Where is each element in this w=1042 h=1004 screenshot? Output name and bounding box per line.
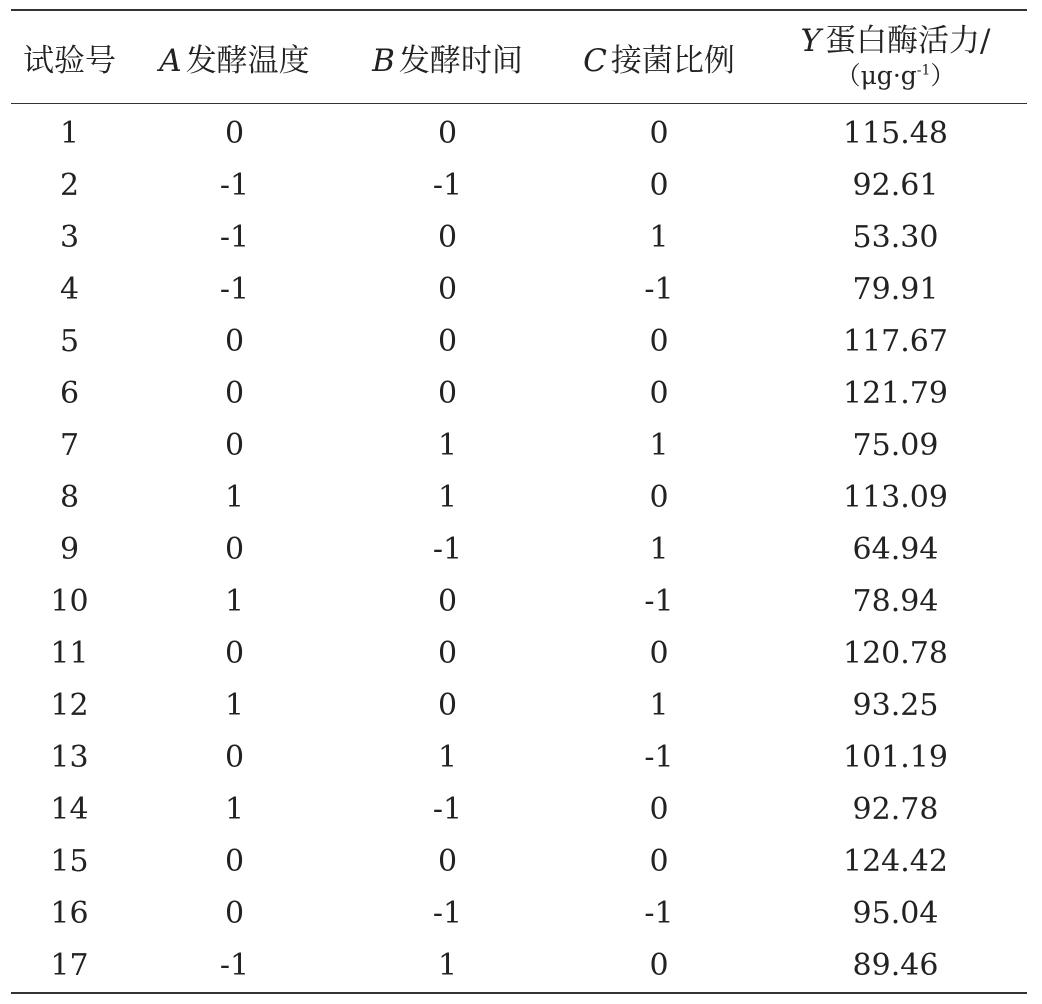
header-factor-a-label: 发酵温度 [185, 42, 310, 79]
table-row [11, 836, 1027, 888]
cell-factor-b: 0 [437, 844, 458, 879]
header-factor-c-label: 接菌比例 [610, 42, 735, 79]
cell-factor-b: 0 [437, 584, 458, 619]
cell-factor-c: 1 [649, 220, 669, 255]
cell-factor-b: -1 [432, 792, 463, 827]
unit-suffix: ） [930, 61, 956, 90]
cell-factor-c: -1 [644, 584, 674, 619]
header-factor-c-var: C [583, 42, 607, 79]
table-row [11, 732, 1027, 784]
cell-trial-number: 8 [59, 480, 80, 515]
cell-factor-c: 1 [649, 428, 669, 463]
cell-protease-activity: 92.78 [852, 792, 939, 827]
table-row [11, 576, 1027, 628]
cell-trial-number: 6 [59, 376, 80, 411]
cell-factor-c: 0 [649, 168, 669, 203]
table-row [11, 888, 1027, 940]
header-factor-b-label: 发酵时间 [398, 42, 523, 79]
unit-superscript: -1 [916, 62, 931, 79]
header-response-y-line [764, 23, 1027, 59]
cell-trial-number: 4 [59, 272, 80, 307]
cell-factor-c: -1 [644, 272, 674, 307]
cell-factor-c: 0 [649, 324, 669, 359]
cell-factor-b: 1 [437, 740, 458, 775]
cell-trial-number: 17 [50, 948, 89, 983]
cell-factor-a: 0 [224, 896, 245, 931]
table-row [11, 160, 1027, 212]
cell-trial-number: 9 [59, 532, 80, 567]
unit-prefix: （μg·g [835, 61, 917, 90]
header-response-y-label: 蛋白酶活力/ [825, 23, 991, 59]
cell-factor-b: 0 [437, 272, 458, 307]
header-factor-b-var: B [372, 42, 395, 79]
cell-factor-a: 1 [224, 688, 245, 723]
cell-trial-number: 3 [59, 220, 80, 255]
header-response-y-var: Y [800, 23, 821, 59]
cell-factor-a: 0 [224, 740, 245, 775]
header-response-y [764, 10, 1027, 104]
cell-trial-number: 13 [50, 740, 89, 775]
header-factor-c [554, 10, 764, 104]
table-row [11, 680, 1027, 732]
cell-factor-c: 0 [649, 948, 669, 983]
cell-trial-number: 11 [50, 636, 89, 671]
cell-factor-b: 1 [437, 948, 458, 983]
header-factor-a-var: A [159, 42, 182, 79]
cell-factor-a: 1 [224, 584, 245, 619]
table-row [11, 420, 1027, 472]
cell-protease-activity: 113.09 [843, 480, 948, 515]
cell-protease-activity: 101.19 [843, 740, 948, 775]
header-trial-number: 试验号 [23, 42, 116, 79]
table-body [11, 104, 1027, 994]
results-table-container [11, 9, 1027, 994]
table-row [11, 264, 1027, 316]
cell-factor-a: -1 [219, 948, 250, 983]
experiment-results-table [11, 9, 1027, 994]
cell-trial-number: 2 [59, 168, 80, 203]
cell-factor-a: 0 [224, 636, 245, 671]
cell-factor-b: 0 [437, 636, 458, 671]
cell-factor-a: 0 [224, 844, 245, 879]
cell-protease-activity: 79.91 [852, 272, 939, 307]
cell-protease-activity: 121.79 [843, 376, 948, 411]
cell-factor-a: 0 [224, 532, 245, 567]
cell-protease-activity: 117.67 [843, 324, 948, 359]
cell-trial-number: 5 [59, 324, 80, 359]
cell-protease-activity: 115.48 [843, 116, 948, 151]
cell-factor-c: 0 [649, 480, 669, 515]
cell-factor-c: 0 [649, 116, 669, 151]
cell-trial-number: 16 [50, 896, 89, 931]
cell-trial-number: 10 [50, 584, 89, 619]
cell-factor-c: 1 [649, 532, 669, 567]
cell-factor-a: -1 [219, 168, 250, 203]
cell-factor-b: -1 [432, 896, 463, 931]
cell-protease-activity: 124.42 [843, 844, 948, 879]
cell-factor-b: 1 [437, 428, 458, 463]
cell-factor-a: 0 [224, 116, 245, 151]
cell-factor-b: -1 [432, 168, 463, 203]
table-header [11, 10, 1027, 104]
header-response-y-unit [764, 61, 1027, 91]
cell-factor-b: 1 [437, 480, 458, 515]
cell-trial-number: 15 [50, 844, 89, 879]
cell-factor-c: -1 [644, 896, 674, 931]
cell-factor-b: 0 [437, 220, 458, 255]
cell-factor-b: -1 [432, 532, 463, 567]
table-row [11, 368, 1027, 420]
table-row [11, 316, 1027, 368]
cell-factor-c: 0 [649, 636, 669, 671]
cell-protease-activity: 92.61 [852, 168, 939, 203]
cell-factor-c: -1 [644, 740, 674, 775]
table-row [11, 940, 1027, 993]
header-row [11, 10, 1027, 104]
table-row [11, 628, 1027, 680]
cell-factor-c: 0 [649, 376, 669, 411]
cell-factor-a: 0 [224, 376, 245, 411]
cell-trial-number: 14 [50, 792, 89, 827]
table-row [11, 524, 1027, 576]
cell-protease-activity: 75.09 [852, 428, 939, 463]
table-row [11, 472, 1027, 524]
cell-factor-b: 0 [437, 376, 458, 411]
cell-factor-c: 0 [649, 792, 669, 827]
table-row [11, 784, 1027, 836]
cell-factor-c: 0 [649, 844, 669, 879]
table-row [11, 212, 1027, 264]
cell-factor-a: 0 [224, 428, 245, 463]
header-factor-a [128, 10, 341, 104]
cell-factor-c: 1 [649, 688, 669, 723]
cell-trial-number: 7 [59, 428, 80, 463]
cell-factor-b: 0 [437, 116, 458, 151]
cell-factor-a: -1 [219, 220, 250, 255]
cell-protease-activity: 78.94 [852, 584, 939, 619]
cell-protease-activity: 120.78 [843, 636, 948, 671]
cell-factor-b: 0 [437, 688, 458, 723]
cell-trial-number: 1 [59, 116, 80, 151]
cell-factor-a: 0 [224, 324, 245, 359]
cell-factor-a: -1 [219, 272, 250, 307]
table-row [11, 104, 1027, 161]
cell-trial-number: 12 [50, 688, 89, 723]
cell-protease-activity: 93.25 [852, 688, 939, 723]
cell-protease-activity: 64.94 [852, 532, 939, 567]
header-factor-b [341, 10, 554, 104]
cell-protease-activity: 95.04 [852, 896, 939, 931]
cell-factor-b: 0 [437, 324, 458, 359]
cell-factor-a: 1 [224, 792, 245, 827]
cell-protease-activity: 89.46 [852, 948, 939, 983]
cell-protease-activity: 53.30 [852, 220, 939, 255]
cell-factor-a: 1 [224, 480, 245, 515]
